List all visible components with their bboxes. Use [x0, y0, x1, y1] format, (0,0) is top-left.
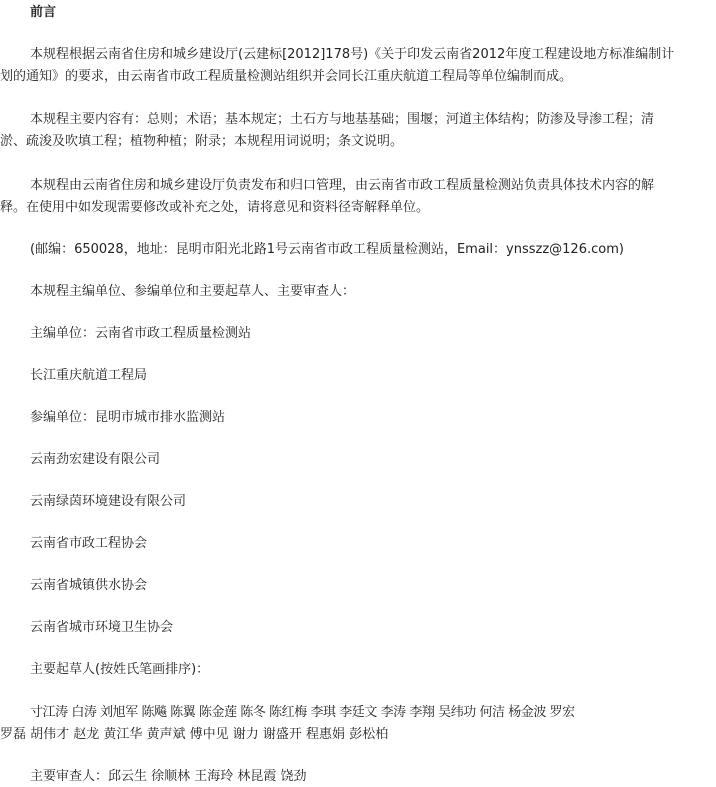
participating-unit: 云南省城镇供水协会 [30, 578, 148, 593]
paragraph-3-line-1: 本规程由云南省住房和城乡建设厅负责发布和归口管理，由云南省市政工程质量检测站负责具体技术内容的解 [30, 178, 655, 193]
chief-unit-2: 长江重庆航道工程局 [30, 368, 148, 383]
paragraph-2-line-2: 淤、疏浚及吹填工程；植物种植；附录；本规程用词说明；条文说明。 [0, 134, 404, 149]
contact-info: (邮编：650028，地址：昆明市阳光北路1号云南省市政工程质量检测站，Email：ynsszz@126.com) [30, 242, 624, 257]
paragraph-2-line-1: 本规程主要内容有：总则；术语；基本规定；土石方与地基基础；围堰；河道主体结构；防渗及导渗工程；清 [30, 112, 655, 127]
drafters-names-line-2: 罗磊 胡伟才 赵龙 黄江华 黄声斌 傅中见 谢力 谢盛开 程惠娟 彭松柏 [0, 727, 389, 742]
chief-unit: 主编单位：云南省市政工程质量检测站 [30, 326, 252, 341]
participating-unit: 云南绿茵环境建设有限公司 [30, 494, 187, 509]
participating-unit: 云南劲宏建设有限公司 [30, 452, 161, 467]
units-intro: 本规程主编单位、参编单位和主要起草人、主要审查人： [30, 284, 356, 299]
drafters-label: 主要起草人(按姓氏笔画排序)： [30, 662, 210, 677]
drafters-names-line-1: 寸江涛 白涛 刘旭军 陈飚 陈翼 陈金莲 陈冬 陈红梅 李琪 李廷文 李涛 李翔 吴纬功 何洁 杨金波 罗宏 [30, 705, 575, 720]
paragraph-1-line-1: 本规程根据云南省住房和城乡建设厅(云建标[2012]178号)《关于印发云南省2012年度工程建设地方标准编制计 [30, 47, 675, 62]
page-title: 前言 [30, 5, 57, 20]
paragraph-3-line-2: 释。在使用中如发现需要修改或补充之处，请将意见和资料径寄解释单位。 [0, 200, 430, 215]
participating-unit: 参编单位：昆明市城市排水监测站 [30, 410, 226, 425]
paragraph-1-line-2: 划的通知》的要求，由云南省市政工程质量检测站组织并会同长江重庆航道工程局等单位编制而成。 [0, 69, 573, 84]
participating-unit: 云南省市政工程协会 [30, 536, 148, 551]
reviewers: 主要审查人：邱云生 徐顺林 王海玲 林昆霞 饶劲 [30, 769, 307, 784]
participating-unit: 云南省城市环境卫生协会 [30, 620, 174, 635]
